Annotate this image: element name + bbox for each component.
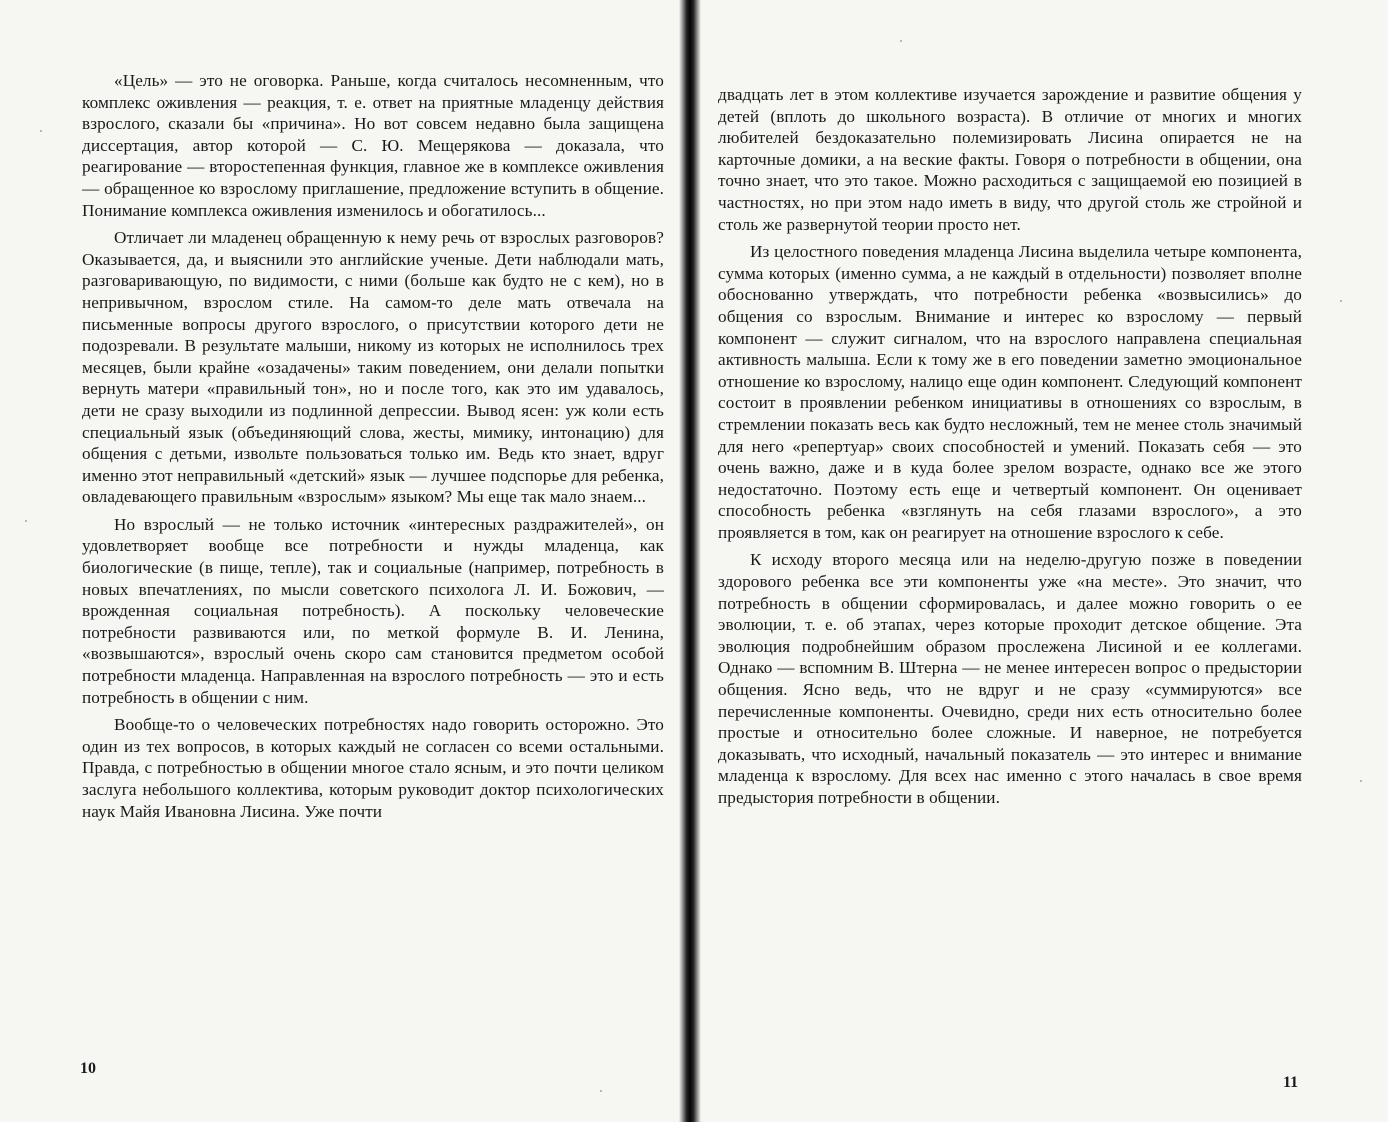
paragraph: К исходу второго месяца или на неделю-другую позже в поведении здорового ребенка все эти компоненты уже «на месте». Это значит, что потребность в общении сформировалась, и далее можно говорить о ее эволюции, т. е. об этапах, через которые проходит детское общение. Эта эволюция подробнейшим образом прослежена Лисиной и ее коллегами. Однако — вспомним В. Штерна — не менее интересен вопрос о предыстории общения. Ясно ведь, что не вдруг и не сразу «суммируются» все перечисленные компоненты. Очевидно, среди них есть относительно более простые и относительно более сложные. И наверное, не потребуется доказывать, что исходный, начальный показатель — это интерес и внимание младенца к взрослому. Для всех нас именно с этого началась в свое время предыстория потребности в общении. [718,550,1302,807]
paragraph: Отличает ли младенец обращенную к нему речь от взрослых разговоров? Оказывается, да, и выяснили это английские ученые. Дети наблюдали мать, разговаривающую, по видимости, с ними (больше как будто не с кем), но в непривычном, взрослом стиле. На самом-то деле мать отвечала на письменные вопросы другого взрослого, о присутствии которого дети не подозревали. В результате малыши, никому из которых не исполнилось трех месяцев, были крайне «озадачены» таким поведением, они делали попытки вернуть матери «правильный тон», но и после того, как это им удавалось, дети не сразу выходили из подлинной депрессии. Вывод ясен: уж коли есть специальный язык (объединяющий слова, жесты, мимику, интонацию) для общения с детьми, извольте пользоваться только им. Ведь кто знает, вдруг именно этот неправильный «детский» язык — лучшее подспорье для ребенка, овладевающего правильным «взрослым» языком? Мы еще так мало знаем... [82,228,664,507]
paragraph: Но взрослый — не только источник «интересных раздражителей», он удовлетворяет вообще все потребности и нужды младенца, как биологические (в пище, тепле), так и социальные (например, потребность в новых впечатлениях, по мысли советского психолога Л. И. Божович, — врожденная социальная потребность). А поскольку человеческие потребности развиваются или, по меткой формуле В. И. Ленина, «возвышаются», взрослый очень скоро сам становится предметом особой потребности младенца. Направленная на взрослого потребность — это и есть потребность в общении с ним. [82,514,664,707]
scan-speck [600,1090,602,1092]
scan-speck [1360,780,1362,782]
paragraph: Из целостного поведения младенца Лисина выделила четыре компонента, сумма которых (именно сумма, а не каждый в отдельности) позволяет вполне обоснованно утверждать, что потребности ребенка «возвысились» до общения со взрослым. Внимание и интерес ко взрослому — первый компонент — служит сигналом, что на взрослого направлена специальная активность малыша. Если к тому же в его поведении заметно эмоциональное отношение ко взрослому, налицо еще один компонент. Следующий компонент состоит в проявлении ребенком инициативы в отношениях со взрослым, в стремлении показать весь как будто несложный, тем не менее столь значимый для него «репертуар» своих способностей и умений. Показать себя — это очень важно, даже и в куда более зрелом возрасте, однако все же этого недостаточно. Поэтому есть еще и четвертый компонент. Он оценивает способность ребенка «взглянуть на себя глазами взрослого», а это проявляется в том, как он реагирует на отношение взрослого к себе. [718,242,1302,542]
paragraph: «Цель» — это не оговорка. Раньше, когда считалось несомненным, что комплекс оживления — реакция, т. е. ответ на приятные младенцу действия взрослого, сказали бы «причина». Но вот совсем недавно была защищена диссертация, автор которой — С. Ю. Мещерякова — доказала, что реагирование — второстепенная функция, главное же в комплексе оживления — обращенное ко взрослому приглашение, предложение вступить в общение. Понимание комплекса оживления изменилось и обогатилось... [82,71,664,220]
right-page [718,84,1302,815]
page-number-right: 11 [1283,1074,1299,1091]
scan-speck [25,520,27,522]
book-gutter [679,0,701,1122]
scan-speck [1340,300,1342,302]
paragraph: двадцать лет в этом коллективе изучается зарождение и развитие общения у детей (вплоть до школьного возраста). В отличие от многих и многих любителей бездоказательно полемизировать Лисина опирается не на карточные домики, а на веские факты. Говоря о потребности в общении, она точно знает, что это такое. Можно расходиться с защищаемой ею позицией в частностях, но при этом надо иметь в виду, что другой столь же стройной и столь же развернутой теории просто нет. [718,85,1302,234]
left-page [82,70,664,828]
paragraph: Вообще-то о человеческих потребностях надо говорить осторожно. Это один из тех вопросов, в которых каждый не согласен со всеми остальными. Правда, с потребностью в общении многое стало ясным, и это почти целиком заслуга небольшого коллектива, которым руководит доктор психологических наук Майя Ивановна Лисина. Уже почти [82,715,664,821]
page-number-left: 10 [80,1060,96,1077]
scan-speck [40,130,42,132]
scan-speck [900,40,902,42]
